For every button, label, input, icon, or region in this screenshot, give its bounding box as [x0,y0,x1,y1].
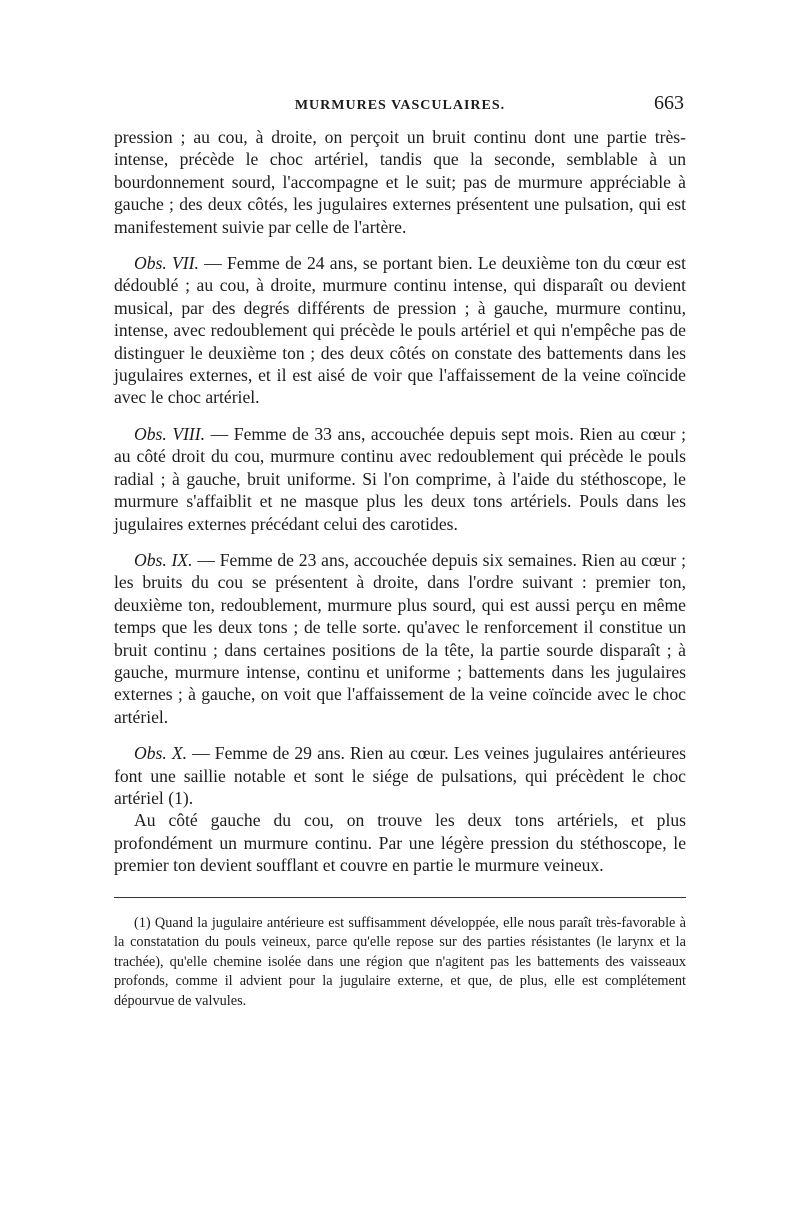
observation-8-text: — Femme de 33 ans, accouchée depuis sept mois. Rien au cœur ; au côté droit du cou, murmure continu avec redoublement qui précède le pouls radial ; à gauche, bruit uniforme. Si l'on comprime, à l'aide du stéthoscope, le murmure s'affaiblit et ne masque plus les deux tons artériels. Pouls dans les jugulaires externes précédant celui des carotides. [114,423,686,534]
observation-9 [114,549,686,728]
observation-10-label: Obs. X. [134,743,187,764]
observation-9-label: Obs. IX. [134,549,193,570]
observation-7 [114,252,686,409]
observation-8-label: Obs. VIII. [134,423,206,444]
paragraph-continuation: pression ; au cou, à droite, on perçoit un bruit continu dont une partie très-intense, précède le choc artériel, tandis que la seconde, semblable à un bourdonnement sourd, l'accompagne et le suit; pas de murmure appréciable à gauche ; des deux côtés, les jugulaires externes présentent une pulsation, qui est manifestement suivie par celle de l'artère. [114,127,686,237]
observation-10-text: — Femme de 29 ans. Rien au cœur. Les veines jugulaires antérieures font une saillie notable et sont le siége de pulsations, qui précèdent le choc artériel (1). [114,743,686,808]
running-head-title: MURMURES VASCULAIRES. [294,98,506,113]
observation-8 [114,423,686,535]
observation-9-text: — Femme de 23 ans, accouchée depuis six semaines. Rien au cœur ; les bruits du cou se présentent à droite, dans l'ordre suivant : premier ton, deuxième ton, redoublement, murmure plus sourd, qui est aussi perçu en même temps que les deux tons ; de telle sorte. qu'avec le renforcement il constitue un bruit continu ; dans certaines positions de la tête, la partie sourde disparaît ; à gauche, murmure intense, continu et uniforme ; battements dans les jugulaires externes ; à gauche, on voit que l'affaissement de la veine coïncide avec le choc artériel. [114,549,686,727]
book-page [114,92,686,1012]
page-number: 663 [654,92,684,114]
running-head [114,92,686,122]
paragraph-final: Au côté gauche du cou, on trouve les deux tons artériels, et plus profondément un murmure continu. Par une légère pression du stéthoscope, le premier ton devient soufflant et couvre en partie le murmure veineux. [114,810,686,876]
observation-7-text: — Femme de 24 ans, se portant bien. Le deuxième ton du cœur est dédoublé ; au cou, à droite, murmure continu intense, qui disparaît ou devient musical, par des degrés différents de pression ; à gauche, murmure continu, intense, avec redoublement qui précède le pouls artériel et qui n'empêche pas de distinguer le deuxième ton ; des deux côtés on constate des battements dans les jugulaires externes, et il est aisé de voir que l'affaissement de la veine coïncide avec le choc artériel. [114,253,686,408]
footnote: (1) Quand la jugulaire antérieure est suffisamment développée, elle nous paraît très-favorable à la constatation du pouls veineux, parce qu'elle repose sur des parties résistantes (le larynx et la trachée), qu'elle chemine isolée dans une région que n'agitent pas les battements des vaisseaux profonds, comme il advient pour la jugulaire externe, et que, de plus, elle est complétement dépourvue de valvules. [114,914,686,1009]
observation-7-label: Obs. VII. [134,253,199,274]
observation-10 [114,742,686,809]
footnote-divider [114,897,686,898]
